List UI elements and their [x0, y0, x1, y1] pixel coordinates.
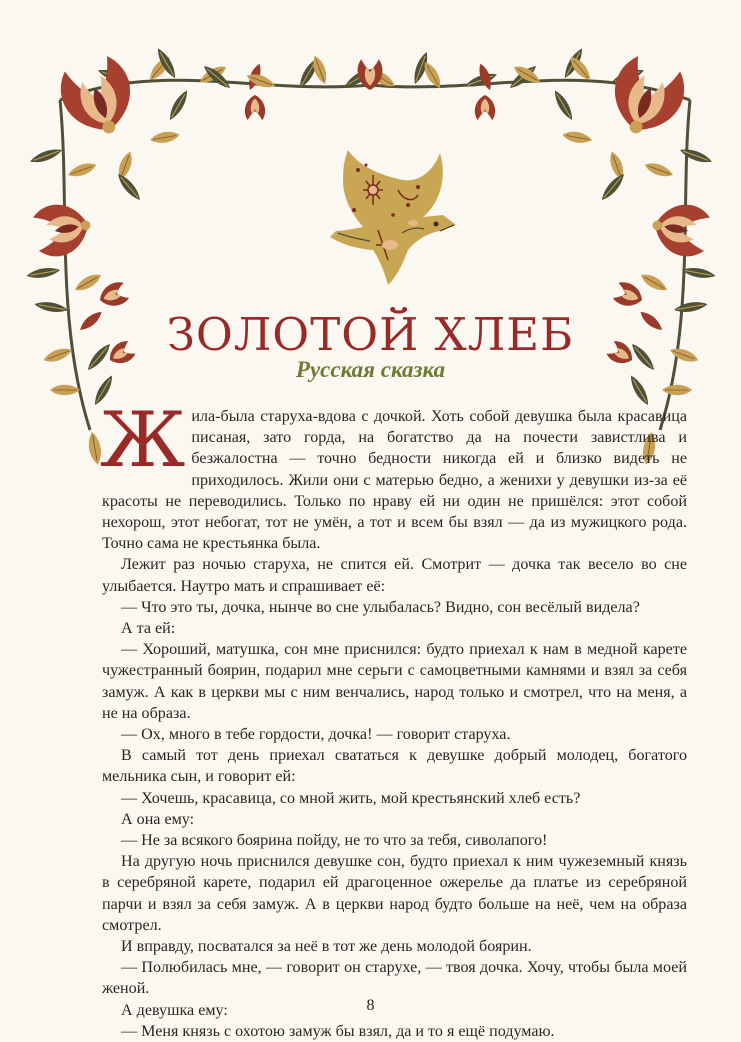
- page-subtitle: Русская сказка: [295, 357, 446, 382]
- paragraph-15: — Меня князь с охотою замуж бы взял, да и то я ещё подумаю.: [121, 1022, 555, 1040]
- page-number: 8: [366, 997, 375, 1014]
- paragraph-7: В самый тот день приехал свататься к девушке добрый молодец, богатого мельника сын, и говорит ей:: [102, 747, 687, 786]
- page-title: ЗОЛОТОЙ ХЛЕБ: [166, 308, 575, 361]
- paragraph-13: — Полюбилась мне, — говорит он старухе, — твоя дочка. Хочу, чтобы была моей женой.: [102, 959, 687, 998]
- paragraph-1: Жила-была старуха-вдова с дочкой. Хоть собой девушка была красавица писаная, зато горда, на богатство да на почести завистлива и безжалостна — точно бедности никогда ей и близко видеть не приходилось. Жили они с матерью бедно, а женихи у девушки из-за её красоты не переводились. Только по нраву ей ни один не пришёлся: этот собой нехорош, этот небогат, тот не умён, а тот и всем бы взял — да из мужицкого рода. Точно сама не крестьянка была.: [100, 395, 687, 553]
- paragraph-10: — Не за всякого боярина пойду, не то что за тебя, сиволапого!: [121, 832, 548, 850]
- paragraph-11: На другую ночь приснился девушке сон, будто приехал к ним чужеземный князь в серебряной карете, подарил ей драгоценное ожерелье да платье из серебряной парчи и взял за себя замуж. А в церкви народ будто больше на неё, чем на образа смотрел.: [102, 853, 687, 934]
- golden-bird-icon: [318, 145, 458, 290]
- paragraph-4: А та ей:: [121, 620, 176, 638]
- paragraph-3: — Что это ты, дочка, нынче во сне улыбалась? Видно, сон весёлый видела?: [121, 598, 640, 616]
- story-text: [100, 395, 687, 1042]
- paragraph-14: А девушка ему:: [121, 1001, 228, 1019]
- paragraph-6: — Ох, много в тебе гордости, дочка! — говорит старуха.: [121, 726, 511, 744]
- paragraph-12: И вправду, посватался за неё в тот же день молодой боярин.: [121, 938, 532, 956]
- paragraph-9: А она ему:: [121, 810, 195, 828]
- paragraph-5: — Хороший, матушка, сон мне приснился: будто приехал к нам в медной карете чужестранный боярин, подарил мне серьги с самоцветными камнями и взял за себя замуж. А как в церкви мы с ним венчались, народ только и смотрел, что на меня, а не на образа.: [102, 641, 687, 722]
- drop-cap: Ж: [100, 395, 186, 484]
- paragraph-2: Лежит раз ночью старуха, не спится ей. Смотрит — дочка так весело во сне улыбается. Наутро мать и спрашивает её:: [102, 556, 687, 595]
- paragraph-8: — Хочешь, красавица, со мной жить, мой крестьянский хлеб есть?: [121, 789, 581, 807]
